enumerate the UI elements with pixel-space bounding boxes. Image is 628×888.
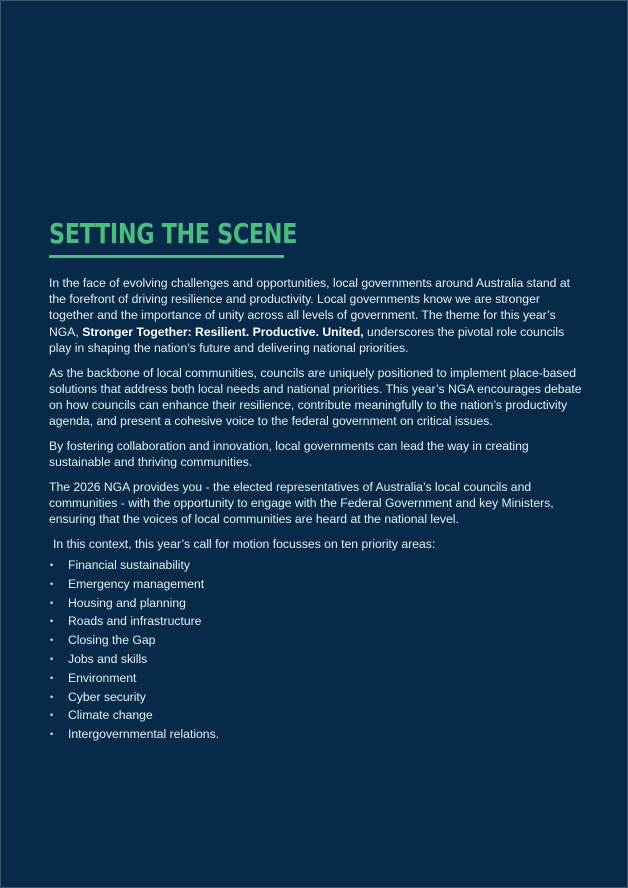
paragraph-theme-text-1: In the face of evolving challenges and opportunities, local governments around Australia stand at the forefront of driving resilience and productivity. Local governments know we are stronger together and the importance of unity across all levels of government. The theme for this year’s NGA,	[49, 276, 571, 339]
list-item-label: Climate change	[68, 708, 153, 723]
list-item-label: Financial sustainability	[68, 558, 190, 573]
page-title: SETTING THE SCENE	[49, 217, 298, 250]
bullet-icon: •	[50, 672, 54, 683]
list-item-label: Roads and infrastructure	[68, 614, 202, 629]
bullet-icon: •	[50, 560, 54, 571]
list-item-label: Environment	[68, 670, 137, 685]
list-item-label: Housing and planning	[68, 595, 186, 610]
list-item	[49, 556, 583, 575]
paragraph-theme	[49, 275, 583, 356]
title-underline	[49, 255, 284, 258]
list-item	[49, 725, 583, 744]
bullet-icon: •	[50, 691, 54, 702]
list-item-label: Emergency management	[68, 576, 205, 591]
list-item-label: Jobs and skills	[68, 652, 148, 667]
list-item	[49, 706, 583, 725]
list-item	[49, 688, 583, 707]
body-content	[49, 275, 583, 744]
paragraph-theme-text-2: underscores the pivotal role councils play in shaping the nation’s future and delivering national priorities.	[49, 324, 565, 355]
bullet-icon: •	[50, 597, 54, 608]
priority-areas-list	[49, 556, 583, 744]
list-item	[49, 631, 583, 650]
list-item	[49, 669, 583, 688]
bullet-icon: •	[50, 710, 54, 721]
paragraph-nga-2026: The 2026 NGA provides you - the elected representatives of Australia’s local councils and communities - with the opportunity to engage with the Federal Government and key Ministers, ensuring that the voices of local communities are heard at the national level.	[49, 479, 554, 527]
paragraph-backbone: As the backbone of local communities, councils are uniquely positioned to implement place-based solutions that address both local needs and national priorities. This year’s NGA encourages debate on how councils can enhance their resilience, contribute meaningfully to the nation’s productivity agenda, and present a cohesive voice to the federal government on critical issues.	[49, 365, 582, 429]
list-item-label: Cyber security	[68, 689, 146, 704]
list-item	[49, 575, 583, 594]
list-item	[49, 612, 583, 631]
paragraph-collaboration: By fostering collaboration and innovation, local governments can lead the way in creating sustainable and thriving communities.	[49, 438, 529, 470]
list-item-label: Closing the Gap	[68, 633, 156, 648]
bullet-icon: •	[50, 578, 54, 589]
priority-areas-intro: In this context, this year’s call for motion focusses on ten priority areas:	[53, 536, 436, 551]
list-item	[49, 594, 583, 613]
bullet-icon: •	[50, 635, 54, 646]
bullet-icon: •	[50, 654, 54, 665]
list-item-label: Intergovernmental relations.	[68, 727, 220, 742]
theme-name: Stronger Together: Resilient. Productive. United,	[82, 324, 364, 339]
list-item	[49, 650, 583, 669]
bullet-icon: •	[50, 729, 54, 740]
bullet-icon: •	[50, 616, 54, 627]
